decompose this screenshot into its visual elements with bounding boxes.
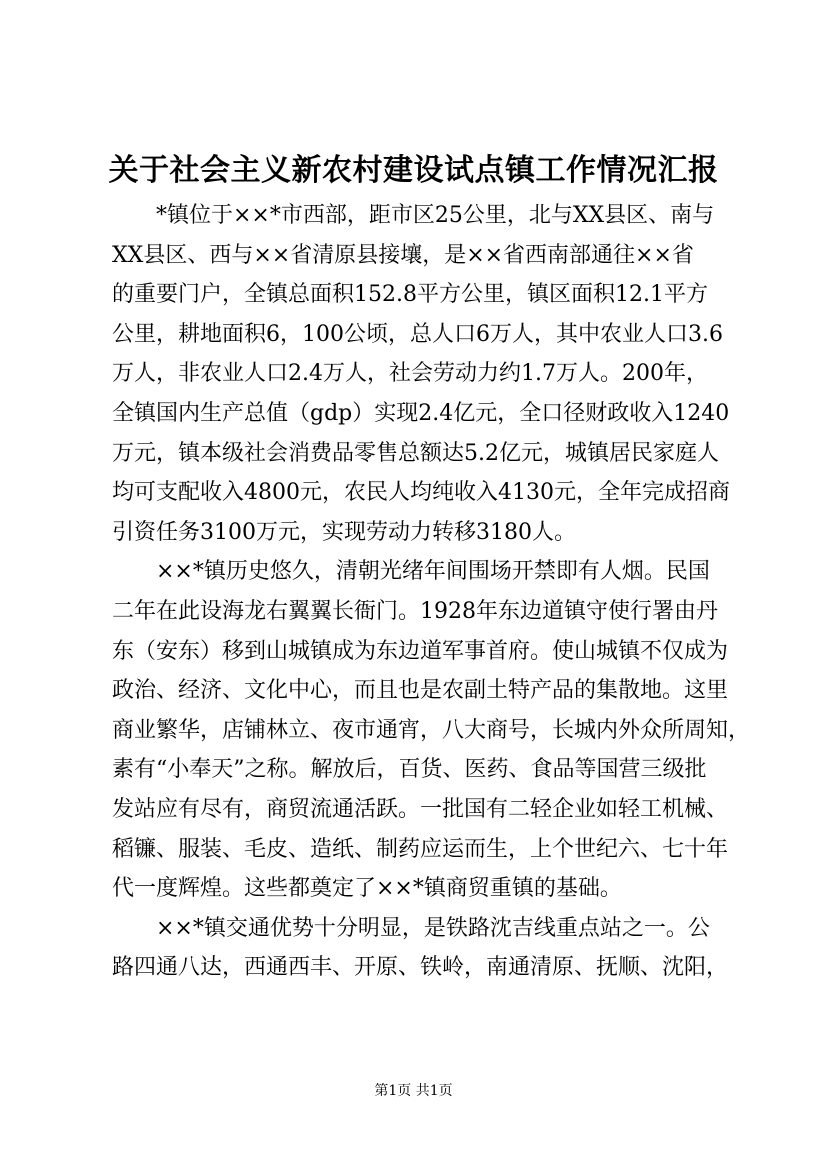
document-body xyxy=(112,196,751,988)
body-line: *镇位于××*市西部，距市区25公里，北与XX县区、南与 xyxy=(112,203,715,228)
body-line: 东（安东）移到山城镇成为东边道军事首府。使山城镇不仅成为 xyxy=(112,638,729,664)
body-line: ××*镇历史悠久，清朝光绪年间围场开禁即有人烟。民国 xyxy=(112,559,710,585)
body-line: 的重要门户，全镇总面积152.8平方公里，镇区面积12.1平方 xyxy=(112,282,708,308)
body-line: ××*镇交通优势十分明显，是铁路沈吉线重点站之一。公 xyxy=(112,915,710,941)
body-line: 公里，耕地面积6，100公顷，总人口6万人，其中农业人口3.6 xyxy=(112,321,723,347)
document-title: 关于社会主义新农村建设试点镇工作情况汇报 xyxy=(108,153,719,188)
body-line: 均可支配收入4800元，农民人均纯收入4130元，全年完成招商 xyxy=(112,480,730,506)
body-line: 代一度辉煌。这些都奠定了××*镇商贸重镇的基础。 xyxy=(112,876,622,902)
body-line: 二年在此设海龙右翼翼长衙门。1928年东边道镇守使行署由丹 xyxy=(112,598,718,624)
body-line: 万元，镇本级社会消费品零售总额达5.2亿元，城镇居民家庭人 xyxy=(112,440,719,466)
body-line: 万人，非农业人口2.4万人，社会劳动力约1.7万人。200年， xyxy=(112,361,708,387)
body-line: 商业繁华，店铺林立、夜市通宵，八大商号，长城内外众所周知， xyxy=(112,717,751,743)
body-line: 政治、经济、文化中心，而且也是农副土特产品的集散地。这里 xyxy=(112,678,729,704)
body-line: XX县区、西与××省清原县接壤，是××省西南部通往××省 xyxy=(112,242,694,268)
body-line: 引资任务3100万元，实现劳动力转移3180人。 xyxy=(112,519,576,545)
body-line: 全镇国内生产总值（gdp）实现2.4亿元，全口径财政收入1240 xyxy=(112,400,730,426)
page-footer: 第1页 共1页 xyxy=(374,1083,453,1099)
body-line: 稻镰、服装、毛皮、造纸、制药应运而生，上个世纪六、七十年 xyxy=(112,836,729,862)
body-line: 发站应有尽有，商贸流通活跃。一批国有二轻企业如轻工机械、 xyxy=(112,796,729,822)
body-line: 路四通八达，西通西丰、开原、铁岭，南通清原、抚顺、沈阳， xyxy=(112,955,729,981)
body-line: 素有“小奉天”之称。解放后，百货、医药、食品等国营三级批 xyxy=(112,757,707,783)
